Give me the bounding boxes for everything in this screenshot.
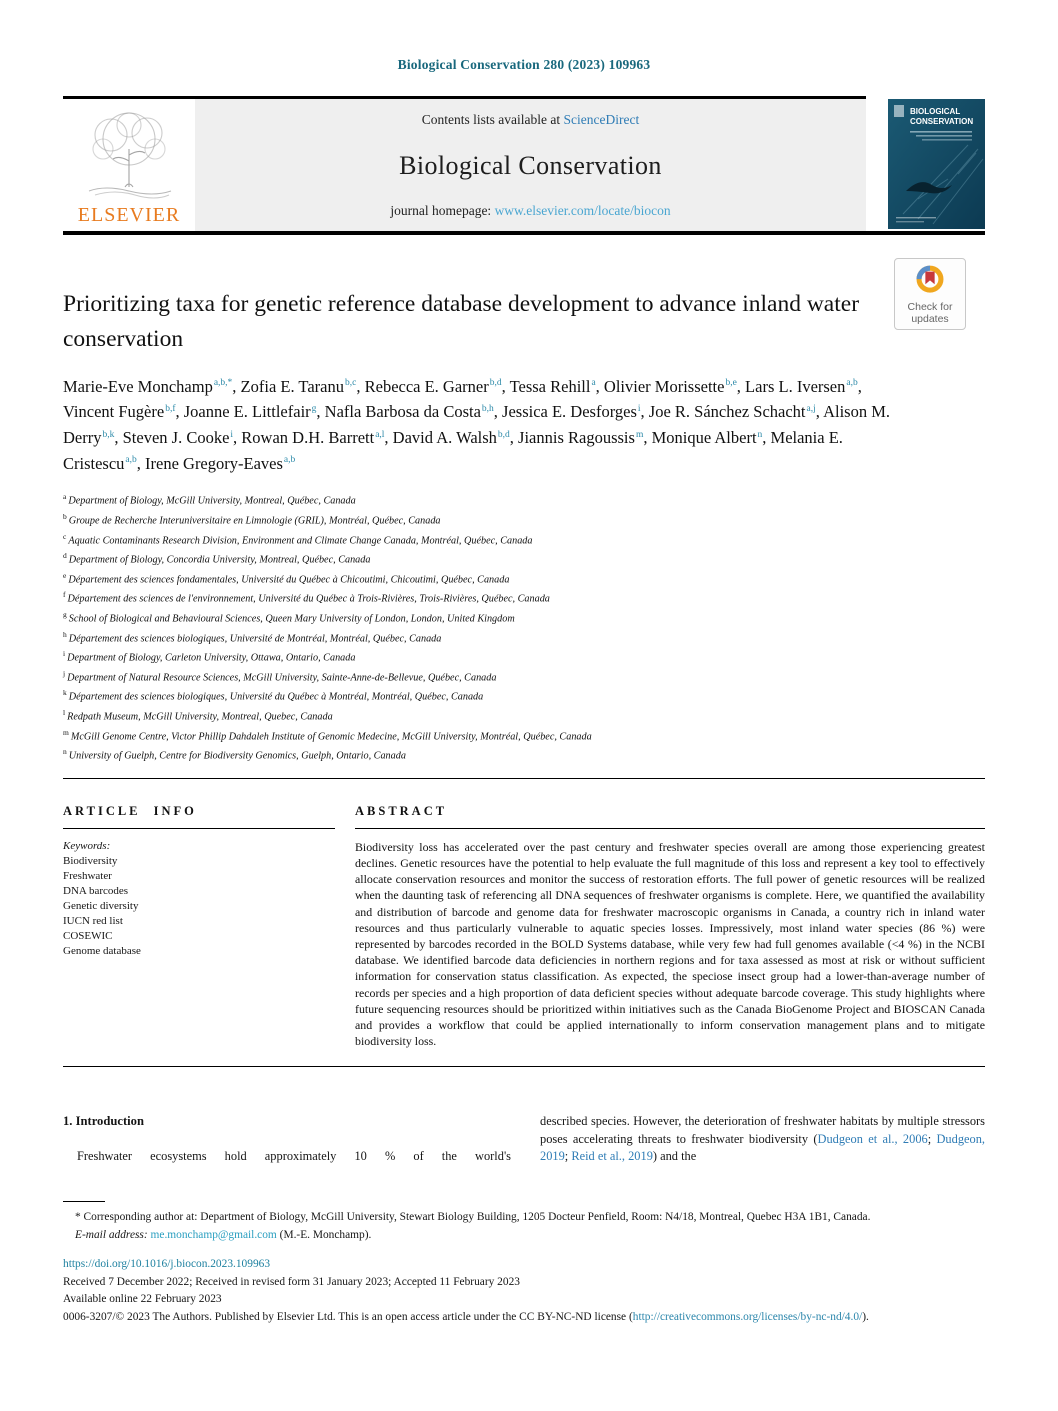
journal-reference: Biological Conservation 280 (2023) 109963	[397, 57, 651, 72]
publication-footer	[63, 1256, 985, 1326]
author-affiliation-superscript: m	[635, 429, 644, 440]
author	[745, 377, 862, 396]
article-title: Prioritizing taxa for genetic reference database development to advance inland water conservation	[63, 291, 860, 352]
keyword: COSEWIC	[63, 929, 113, 942]
affiliation-text: Département des sciences biologiques, Université du Québec à Montréal, Montréal, Québec, Canada	[68, 691, 484, 703]
author-name: Melania E. Cristescu	[63, 428, 843, 473]
affiliation-text: Département des sciences fondamentales, Université du Québec à Chicoutimi, Chicoutimi, Québec, Canada	[68, 574, 510, 586]
article-info-heading: ARTICLE INFO	[63, 803, 197, 818]
author	[518, 428, 652, 447]
affiliation-letter: i	[63, 649, 66, 659]
citation-separator: ;	[927, 1131, 937, 1146]
affiliation-line	[63, 627, 985, 647]
author-name: Olivier Morissette	[603, 376, 725, 396]
keyword: IUCN red list	[63, 914, 123, 927]
affiliation-letter: f	[63, 590, 66, 600]
author	[604, 377, 745, 396]
author-separator: ,	[509, 428, 519, 447]
intro-right-text: described species. However, the deterioration of freshwater habitats by multiple stressors poses accelerating threats to freshwater biodiversity (	[540, 1114, 985, 1146]
abstract-heading: ABSTRACT	[355, 803, 448, 818]
citation-reid-2019[interactable]: Reid et al., 2019	[571, 1148, 653, 1163]
keywords-label: Keywords:	[63, 839, 111, 852]
affiliation-list	[63, 489, 985, 763]
author-affiliation-superscript: a	[591, 378, 596, 389]
doi-link[interactable]: https://doi.org/10.1016/j.biocon.2023.109963	[63, 1258, 271, 1271]
author-name: Alison M. Derry	[63, 402, 891, 447]
author-affiliation-superscript: b,e	[725, 378, 737, 389]
citation-separator: ;	[564, 1148, 572, 1163]
keyword: Biodiversity	[63, 854, 118, 867]
author-separator: ,	[857, 376, 862, 396]
author-separator: ,	[736, 376, 746, 396]
email-label: E-mail address:	[75, 1228, 148, 1241]
affiliation-line	[63, 548, 985, 568]
author	[63, 402, 184, 421]
keyword: Genetic diversity	[63, 899, 139, 912]
affiliation-line	[63, 705, 985, 725]
affiliation-text: Département des sciences biologiques, Université de Montréal, Montréal, Québec, Canada	[68, 633, 442, 645]
author-name: Joanne E. Littlefair	[183, 402, 311, 422]
footnote-block	[63, 1209, 985, 1243]
affiliation-line	[63, 685, 985, 705]
affiliation-text: Département des sciences de l'environnement, Université du Québec à Trois-Rivières, Trois-Rivières, Québec, Canada	[67, 593, 550, 605]
affiliation-text: Department of Natural Resource Sciences, McGill University, Sainte-Anne-de-Bellevue, Québec, Canada	[67, 672, 497, 684]
corresponding-author-note: * Corresponding author at: Department of Biology, McGill University, Stewart Biology Building, 1205 Docteur Penfield, Room: N4/18, Montreal, Quebec H3A 1B1, Canada.	[75, 1211, 871, 1224]
elsevier-logo	[63, 99, 195, 231]
author	[145, 454, 295, 473]
journal-banner	[195, 99, 866, 231]
affiliation-letter: n	[63, 747, 67, 757]
author-affiliation-superscript: b,d	[497, 429, 510, 440]
affiliation-text: Department of Biology, McGill University, Montreal, Québec, Canada	[68, 495, 356, 507]
author-separator: ,	[493, 402, 503, 422]
abstract-column	[355, 804, 985, 1050]
author-separator: ,	[762, 428, 771, 447]
author-affiliation-superscript: b,d	[489, 378, 502, 389]
author-list	[63, 374, 893, 477]
affiliation-text: McGill Genome Centre, Victor Phillip Dahdaleh Institute of Genomic Medecine, McGill University, Montréal, Québec, Canada	[70, 730, 592, 742]
section-divider-top	[63, 778, 985, 779]
author	[510, 377, 604, 396]
section-divider-bottom	[63, 1066, 985, 1067]
affiliation-letter: a	[63, 492, 67, 502]
affiliation-text: Department of Biology, Concordia University, Montreal, Québec, Canada	[68, 554, 371, 566]
keyword: Genome database	[63, 944, 141, 957]
article-info-rule	[63, 828, 335, 829]
author-affiliation-superscript: a,b,*	[213, 378, 233, 389]
affiliation-text: Groupe de Recherche Interuniversitaire en Limnologie (GRIL), Montréal, Québec, Canada	[68, 515, 441, 527]
author-name: Nafla Barbosa da Costa	[324, 402, 481, 422]
author-name: Tessa Rehill	[509, 376, 591, 396]
author	[502, 402, 649, 421]
author-name: Rebecca E. Garner	[364, 376, 489, 396]
footnote-separator	[63, 1201, 105, 1202]
badge-label-line2: updates	[911, 313, 949, 326]
author	[652, 428, 771, 447]
keyword-list	[63, 854, 335, 959]
author-separator: ,	[501, 376, 510, 396]
available-online: Available online 22 February 2023	[63, 1293, 222, 1306]
check-for-updates-badge[interactable]	[894, 258, 966, 330]
author-affiliation-superscript: a,j	[806, 403, 816, 414]
affiliation-line	[63, 587, 985, 607]
affiliation-letter: c	[63, 531, 67, 541]
affiliation-letter: g	[63, 610, 67, 620]
check-for-updates-icon	[913, 264, 947, 301]
author-name: Rowan D.H. Barrett	[241, 428, 375, 447]
author-separator: ,	[384, 428, 393, 447]
keyword: Freshwater	[63, 869, 112, 882]
author	[241, 377, 365, 396]
author-name: Joe R. Sánchez Schacht	[648, 402, 806, 422]
intro-right-column	[540, 1113, 985, 1165]
affiliation-text: Redpath Museum, McGill University, Montreal, Quebec, Canada	[67, 711, 333, 723]
author-separator: ,	[175, 402, 184, 422]
author-name: Jessica E. Desforges	[502, 402, 637, 422]
author	[393, 428, 518, 447]
author-name: Vincent Fugère	[63, 402, 165, 422]
email-suffix: (M.-E. Monchamp).	[276, 1228, 372, 1241]
email-link[interactable]: me.monchamp@gmail.com	[150, 1228, 277, 1241]
author	[365, 377, 510, 396]
author-affiliation-superscript: i	[230, 429, 234, 440]
author-separator: ,	[316, 402, 325, 422]
affiliation-letter: k	[63, 688, 67, 698]
affiliation-letter: h	[63, 629, 67, 639]
affiliation-letter: e	[63, 570, 67, 580]
contents-prefix: Contents lists available at	[421, 112, 564, 127]
author-affiliation-superscript: a,b	[125, 455, 137, 466]
affiliation-letter: m	[63, 727, 69, 737]
affiliation-line	[63, 646, 985, 666]
author-separator: ,	[643, 428, 652, 447]
author	[63, 377, 241, 396]
affiliation-line	[63, 666, 985, 686]
affiliation-line	[63, 489, 985, 509]
author-separator: ,	[232, 376, 241, 396]
author-name: David A. Walsh	[392, 428, 497, 447]
keyword: DNA barcodes	[63, 884, 129, 897]
journal-title: Biological Conservation	[399, 150, 662, 180]
license-text-end: ).	[862, 1310, 869, 1323]
author	[649, 402, 823, 421]
author-affiliation-superscript: b,c	[345, 378, 357, 389]
elsevier-tree-icon	[75, 109, 183, 206]
author-separator: ,	[136, 453, 146, 473]
author-separator: ,	[595, 376, 604, 396]
license-link[interactable]: http://creativecommons.org/licenses/by-nc-nd/4.0/	[632, 1310, 863, 1323]
email-line	[63, 1227, 985, 1244]
author-affiliation-superscript: n	[757, 429, 763, 440]
author-affiliation-superscript: b,f	[165, 403, 176, 414]
author-separator: ,	[640, 402, 649, 422]
author-name: Irene Gregory-Eaves	[145, 453, 283, 473]
license-note	[63, 1309, 985, 1327]
author-separator: ,	[233, 428, 242, 447]
author-affiliation-superscript: i	[637, 403, 641, 414]
affiliation-line	[63, 607, 985, 627]
affiliation-text: Aquatic Contaminants Research Division, Environment and Climate Change Canada, Montréal, Québec, Canada	[68, 535, 533, 547]
intro-left-column	[63, 1113, 511, 1165]
header-bottom-rule	[63, 231, 985, 235]
journal-header	[63, 99, 985, 231]
article-info-column	[63, 804, 355, 1050]
affiliation-line	[63, 744, 985, 764]
affiliation-line	[63, 529, 985, 549]
cover-title-line1: BIOLOGICAL	[910, 107, 961, 116]
author	[123, 428, 242, 447]
author-affiliation-superscript: g	[311, 403, 317, 414]
sciencedirect-link[interactable]: ScienceDirect	[563, 112, 640, 127]
author-affiliation-superscript: b,k	[102, 429, 115, 440]
affiliation-line	[63, 509, 985, 529]
author-affiliation-superscript: b,h	[481, 403, 494, 414]
author-name: Lars L. Iversen	[745, 376, 846, 396]
affiliation-line	[63, 725, 985, 745]
intro-right-text-end: ) and the	[652, 1148, 697, 1163]
citation-dudgeon-2006[interactable]: Dudgeon et al., 2006	[817, 1131, 928, 1146]
badge-label-line1: Check for	[907, 301, 953, 313]
received-dates: Received 7 December 2022; Received in revised form 31 January 2023; Accepted 11 February 2023	[63, 1275, 520, 1288]
author	[325, 402, 502, 421]
affiliation-text: School of Biological and Behavioural Sciences, Queen Mary University of London, London, United Kingdom	[68, 613, 515, 625]
author	[184, 402, 325, 421]
abstract-rule	[355, 828, 985, 829]
cover-title-line2: CONSERVATION	[910, 117, 974, 126]
homepage-prefix: journal homepage:	[390, 203, 495, 218]
author-name: Monique Albert	[651, 428, 757, 447]
homepage-line	[195, 203, 866, 219]
author-name: Steven J. Cooke	[122, 428, 230, 447]
license-text: 0006-3207/© 2023 The Authors. Published by Elsevier Ltd. This is an open access article under the CC BY-NC-ND license (	[63, 1310, 633, 1323]
author-separator: ,	[114, 428, 123, 447]
journal-homepage-link[interactable]: www.elsevier.com/locate/biocon	[494, 203, 671, 218]
journal-cover-thumbnail[interactable]	[888, 99, 985, 229]
affiliation-letter: d	[63, 551, 67, 561]
author-separator: ,	[815, 402, 824, 422]
contents-line	[195, 112, 866, 128]
affiliation-letter: l	[63, 708, 66, 717]
author-separator: ,	[356, 376, 365, 396]
affiliation-letter: b	[63, 512, 67, 522]
affiliation-line	[63, 568, 985, 588]
abstract-text: Biodiversity loss has accelerated over the past century and freshwater species overall are among those experiencing greatest declines. Genetic resources have the potential to help evaluate the full magnitude of this loss and represent a key tool to effectively allocate conservation resources and monitor the success of restoration efforts. The full power of genetic resources will be realized when the daunting task of referencing all DNA sequences of freshwater organisms is complete. Here, we quantified the availability and distribution of barcode and genome data for freshwater macroscopic organisms in Canada, a country rich in inland water resources and thus particularly vulnerable to aquatic species losses. Impressively, most inland water species (86 %) were represented by barcodes recorded in the BOLD Systems database, while very few had full genomes available (<4 %) in the NCBI database. We identified barcode data deficiencies in northern regions and for taxa assessed as most at risk or without sufficient information for conservation status classification. As expected, the speciose insect group had a lower-than-average number of records per species and a high proportion of data deficient species without adequate barcode coverage. This study highlights where future sequencing resources should be prioritized within initiatives such as the Canada BioGenome Project and BIOSCAN Canada and provides a workflow that could be applied internationally to inform conservation management plans and to mitigate biodiversity loss.	[355, 839, 985, 1049]
introduction-heading: 1. Introduction	[63, 1114, 144, 1129]
author-affiliation-superscript: a,l	[375, 429, 385, 440]
author-name: Marie-Eve Monchamp	[63, 376, 213, 396]
affiliation-text: University of Guelph, Centre for Biodiversity Genomics, Guelph, Ontario, Canada	[68, 750, 406, 762]
author-affiliation-superscript: a,b	[846, 378, 858, 389]
introduction-first-line: Freshwater ecosystems hold approximately 10 % of the world's	[77, 1148, 511, 1163]
author-affiliation-superscript: a,b	[283, 455, 296, 466]
elsevier-wordmark: ELSEVIER	[77, 204, 181, 226]
citation-dudgeon-2019[interactable]: Dudgeon, 2019	[540, 1131, 986, 1163]
author-name: Zofia E. Taranu	[240, 376, 345, 396]
author-name: Jiannis Ragoussis	[518, 428, 635, 447]
author	[241, 428, 392, 447]
affiliation-text: Department of Biology, Carleton University, Ottawa, Ontario, Canada	[67, 652, 356, 664]
affiliation-letter: j	[63, 668, 66, 678]
